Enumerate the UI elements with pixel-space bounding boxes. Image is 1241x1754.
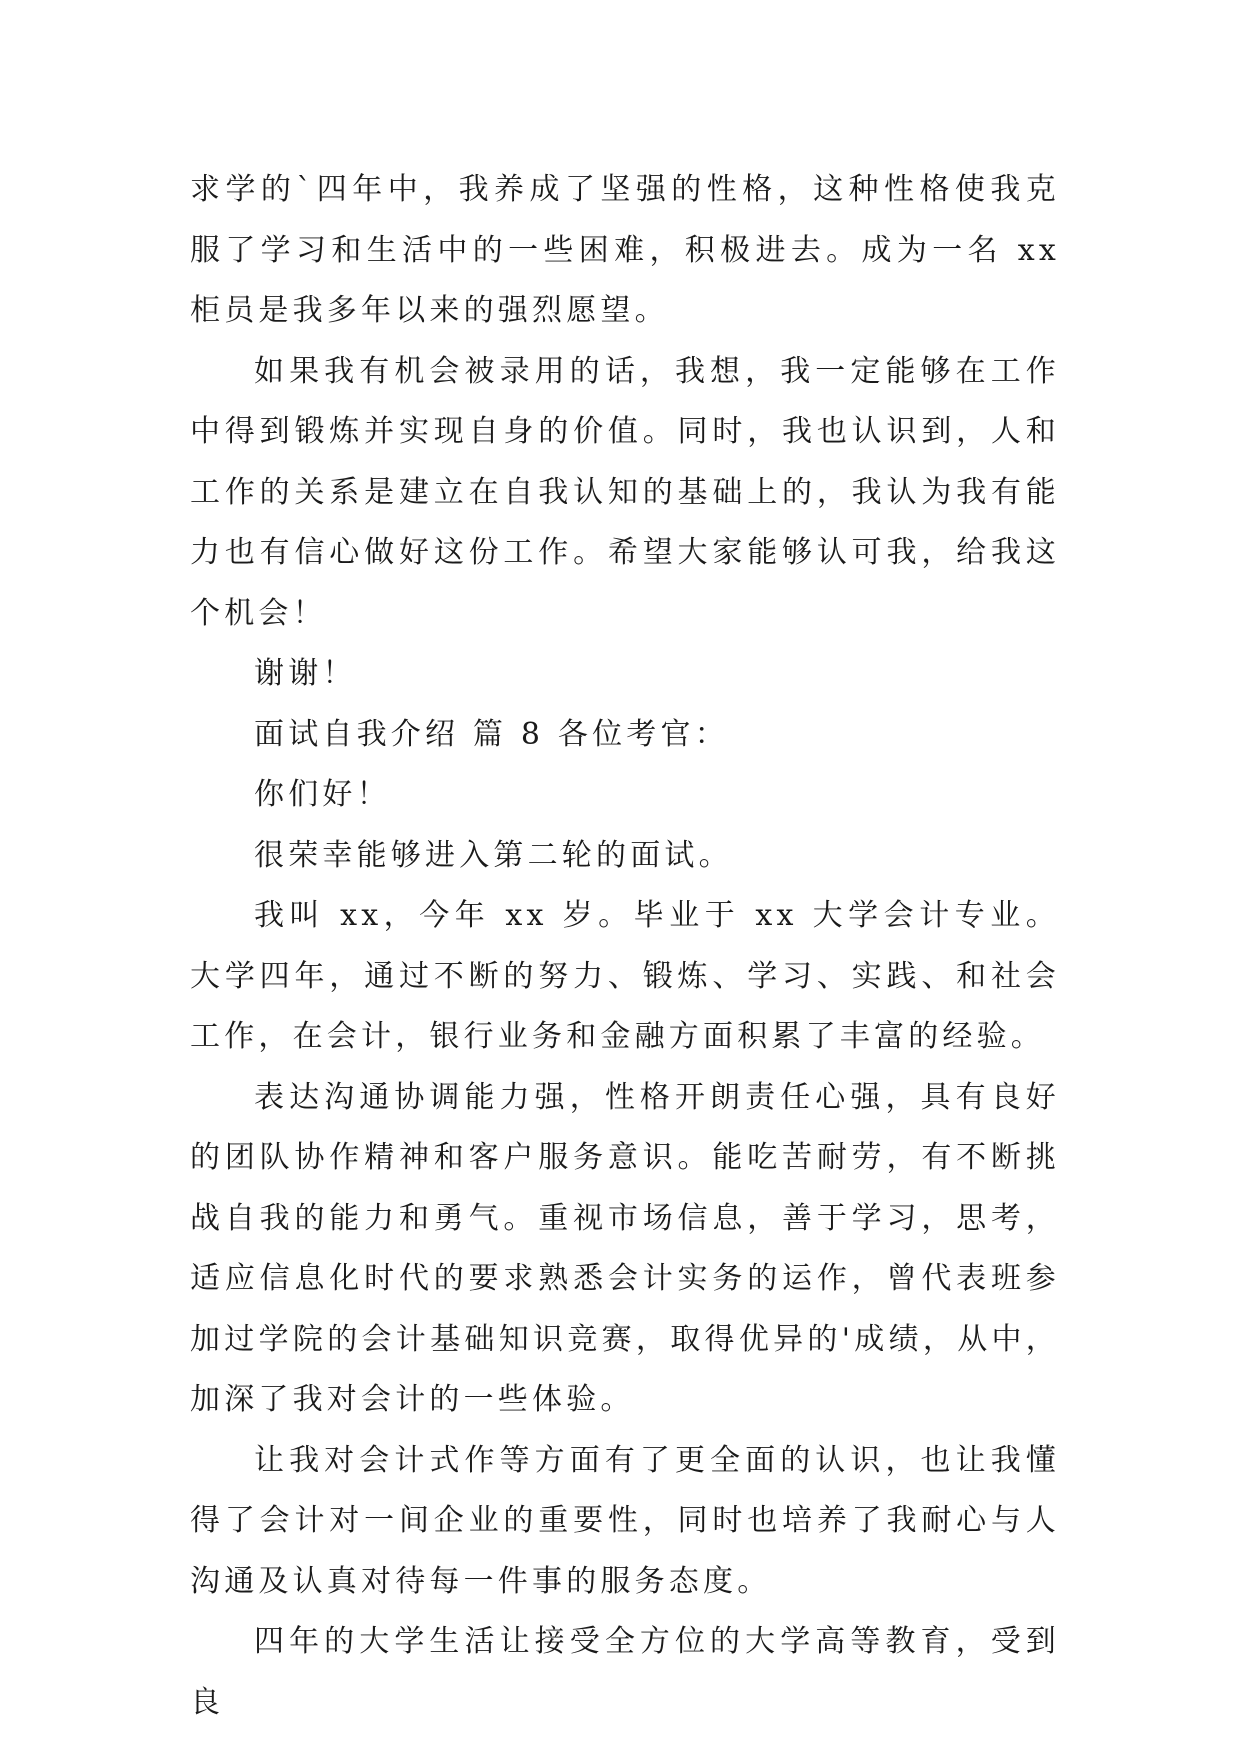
paragraph: 你们好！ (254, 777, 391, 812)
section-heading: 面试自我介绍 篇 8 各位考官： (254, 716, 729, 752)
paragraph: 很荣幸能够进入第二轮的面试。 (254, 837, 733, 873)
paragraph: 谢谢！ (254, 656, 357, 691)
document-body (190, 160, 1060, 1733)
paragraph: 我叫 xx，今年 xx 岁。毕业于 xx 大学会计专业。大学四年，通过不断的努力、锻炼、学习、实践、和社会工作，在会计，银行业务和金融方面积累了丰富的经验。 (190, 898, 1060, 1054)
paragraph: 四年的大学生活让接受全方位的大学高等教育，受到良 (190, 1624, 1060, 1720)
paragraph: 表达沟通协调能力强，性格开朗责任心强，具有良好的团队协作精神和客户服务意识。能吃苦耐劳，有不断挑战自我的能力和勇气。重视市场信息，善于学习，思考，适应信息化时代的要求熟悉会计实务的运作，曾代表班参加过学院的会计基础知识竞赛，取得优异的'成绩，从中，加深了我对会计的一些体验。 (190, 1079, 1060, 1417)
paragraph: 如果我有机会被录用的话，我想，我一定能够在工作中得到锻炼并实现自身的价值。同时，我也认识到，人和工作的关系是建立在自我认知的基础上的，我认为我有能力也有信心做好这份工作。希望大家能够认可我，给我这个机会！ (190, 353, 1060, 631)
paragraph: 求学的`四年中，我养成了坚强的性格，这种性格使我克服了学习和生活中的一些困难，积极进去。成为一名 xx 柜员是我多年以来的强烈愿望。 (190, 172, 1060, 328)
paragraph: 让我对会计式作等方面有了更全面的认识，也让我懂得了会计对一间企业的重要性，同时也培养了我耐心与人沟通及认真对待每一件事的服务态度。 (190, 1442, 1060, 1599)
